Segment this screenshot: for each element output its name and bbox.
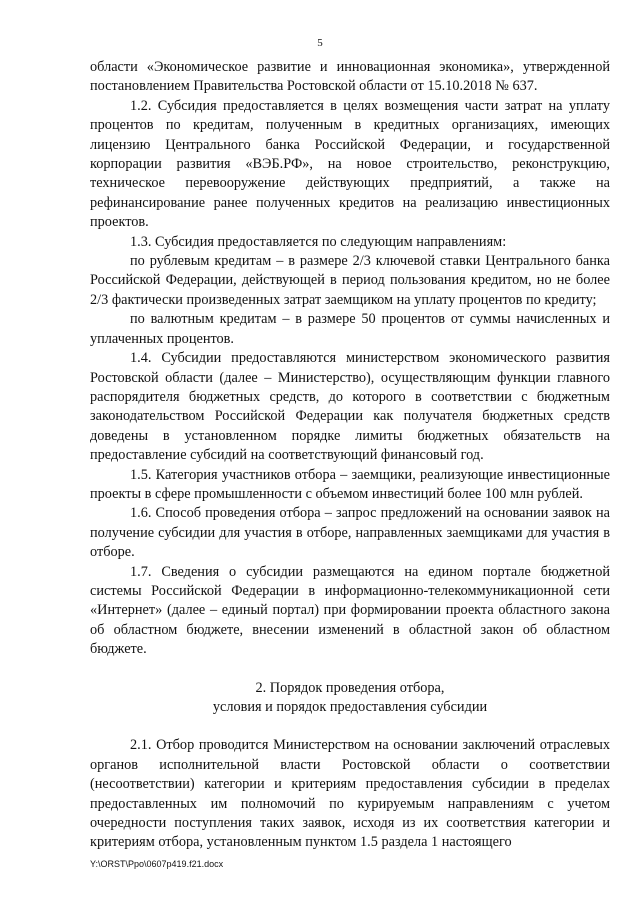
- paragraph-1-6: 1.6. Способ проведения отбора – запрос предложений на основании заявок на получение субсидии для участия в отборе, направленных заемщиками для участия в отборе.: [90, 505, 610, 561]
- document-body: [90, 58, 610, 853]
- paragraph-continuation: области «Экономическое развитие и инновационная экономика», утвержденной постановлением Правительства Ростовской области от 15.10.2018 № 637.: [90, 59, 610, 95]
- footer-file-path: Y:\ORST\Ppo\0607p419.f21.docx: [90, 859, 224, 869]
- section-2-heading: [90, 679, 610, 718]
- paragraph-currency-loans: по валютным кредитам – в размере 50 процентов от суммы начисленных и уплаченных процентов.: [90, 311, 610, 347]
- page-number: 5: [317, 37, 323, 49]
- paragraph-1-3: 1.3. Субсидия предоставляется по следующим направлениям:: [130, 233, 507, 250]
- paragraph-1-7: 1.7. Сведения о субсидии размещаются на едином портале бюджетной системы Российской Федерации в информационно-телекоммуникационной сети «Интернет» (далее – единый портал) при формировании проекта областного закона об областном бюджете, внесении изменений в областной закон об областном бюджете.: [90, 563, 610, 658]
- paragraph-1-5: 1.5. Категория участников отбора – заемщики, реализующие инвестиционные проекты в сфере промышленности с объемом инвестиций более 100 млн рублей.: [90, 466, 610, 502]
- section-2-heading-line-1: 2. Порядок проведения отбора,: [255, 679, 445, 696]
- paragraph-1-2: 1.2. Субсидия предоставляется в целях возмещения части затрат на уплату процентов по кредитам, полученным в кредитных организациях, имеющих лицензию Центрального банка Российской Федерации, и государственной корпорации развития «ВЭБ.РФ», на новое строительство, реконструкцию, техническое перевооружение действующих предприятий, а также на рефинансирование ранее полученных кредитов на реализацию инвестиционных проектов.: [90, 97, 610, 231]
- paragraph-2-1: 2.1. Отбор проводится Министерством на основании заключений отраслевых органов исполнительной власти Ростовской области о соответствии (несоответствии) категории и критериям предоставления субсидии в пределах предоставленных им полномочий по курируемым направлениям с учетом очередности поступления таких заявок, исходя из их соответствия категории и критериям отбора, установленным пунктом 1.5 раздела 1 настоящего: [90, 737, 610, 851]
- paragraph-ruble-loans: по рублевым кредитам – в размере 2/3 ключевой ставки Центрального банка Российской Федерации, действующей в период пользования кредитом, но не более 2/3 фактически произведенных затрат заемщиком на уплату процентов по кредиту;: [90, 253, 610, 308]
- section-2-heading-line-2: условия и порядок предоставления субсидии: [212, 699, 488, 715]
- paragraph-1-4: 1.4. Субсидии предоставляются министерством экономического развития Ростовской области (далее – Министерство), осуществляющим функции главного распорядителя бюджетных средств, до которого в соответствии с бюджетным законодательством Российской Федерации как получателя бюджетных средств доведены в установленном порядке лимиты бюджетных обязательств на предоставление субсидий на соответствующий финансовый год.: [90, 350, 610, 464]
